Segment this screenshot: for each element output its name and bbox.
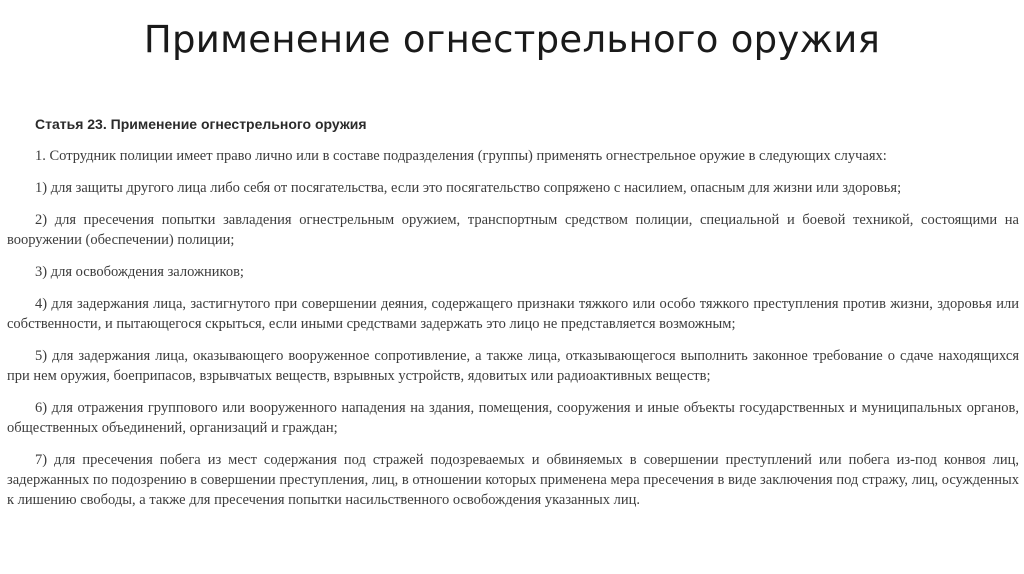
paragraph-intro: 1. Сотрудник полиции имеет право лично или в составе подразделения (группы) применять огнестрельное оружие в следующих случаях: — [35, 148, 887, 164]
paragraph-item-7: 7) для пресечения побега из мест содержания под стражей подозреваемых и обвиняемых в совершении преступлений или побега из-под конвоя лиц, задержанных по подозрению в совершении преступления, лиц, в отношении которых применена мера пресечения в виде заключения под стражу, лиц, осужденных к лишению свободы, а также для пресечения попытки насильственного освобождения указанных лиц. — [7, 452, 1019, 508]
paragraph-item-2: 2) для пресечения попытки завладения огнестрельным оружием, транспортным средством полиции, специальной и боевой техникой, состоящими на вооружении (обеспечении) полиции; — [7, 212, 1019, 248]
paragraph-item-6: 6) для отражения группового или вооруженного нападения на здания, помещения, сооружения и иные объекты государственных и муниципальных органов, общественных объединений, организаций и граждан; — [7, 400, 1019, 436]
paragraph-item-3: 3) для освобождения заложников; — [35, 264, 244, 280]
paragraph-item-5: 5) для задержания лица, оказывающего вооруженное сопротивление, а также лица, отказывающегося выполнить законное требование о сдаче находящихся при нем оружия, боеприпасов, взрывчатых веществ, взрывных устройств, ядовитых или радиоактивных веществ; — [7, 348, 1019, 384]
article-heading: Статья 23. Применение огнестрельного оружия — [35, 116, 367, 132]
slide-title: Применение огнестрельного оружия — [143, 18, 881, 61]
paragraph-item-4: 4) для задержания лица, застигнутого при совершении деяния, содержащего признаки тяжкого или особо тяжкого преступления против жизни, здоровья или собственности, и пытающегося скрыться, если иными средствами задержать это лицо не представляется возможным; — [7, 296, 1019, 332]
document-excerpt — [7, 116, 1019, 522]
paragraph-item-1: 1) для защиты другого лица либо себя от посягательства, если это посягательство сопряжено с насилием, опасным для жизни или здоровья; — [35, 180, 902, 196]
